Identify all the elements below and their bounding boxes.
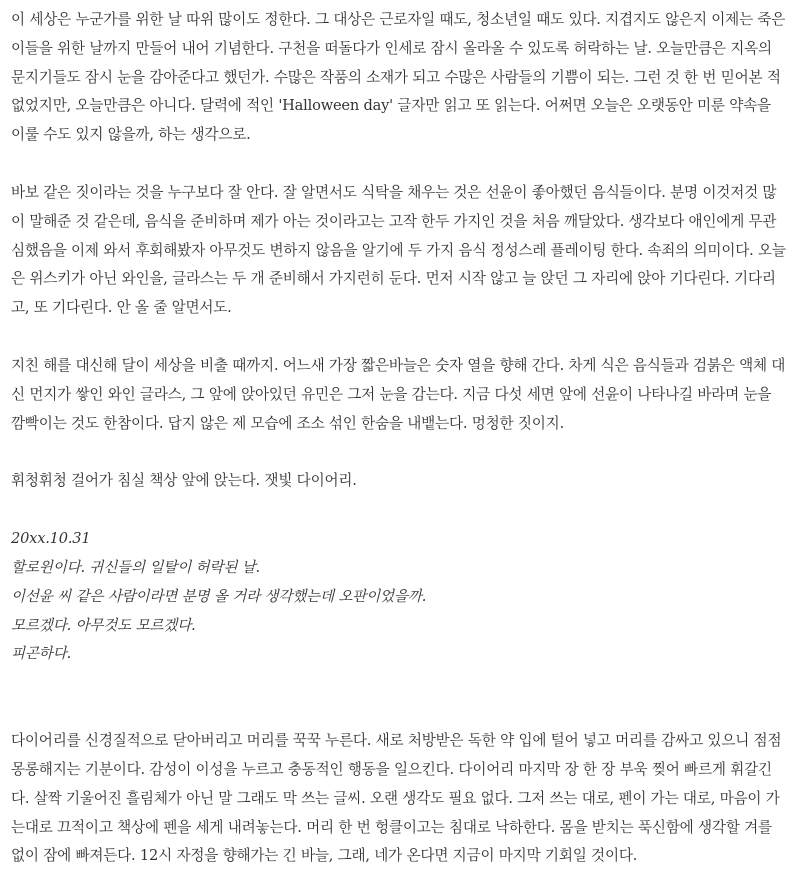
diary-line-3: 모르겠다. 아무것도 모르겠다. bbox=[11, 616, 196, 634]
diary-date: 20xx.10.31 bbox=[11, 530, 91, 548]
diary-entry bbox=[11, 525, 789, 669]
paragraph-spacer bbox=[11, 150, 789, 179]
diary-line-1: 할로윈이다. 귀신들의 일탈이 허락된 날. bbox=[11, 558, 260, 576]
paragraph-spacer bbox=[11, 669, 789, 727]
paragraph-spacer bbox=[11, 496, 789, 525]
story-paragraph-4: 휘청휘청 걸어가 침실 책상 앞에 앉는다. 잿빛 다이어리. bbox=[11, 472, 357, 490]
story-paragraph-1: 이 세상은 누군가를 위한 날 따위 많이도 정한다. 그 대상은 근로자일 때도, 청소년일 때도 있다. 지겹지도 않은지 이제는 죽은 이들을 위한 날까지 만들어 내어 기념한다. 구천을 떠돌다가 인세로 잠시 올라올 수 있도록 허락하는 날. 오늘만큼은 지옥의 문지기들도 잠시 눈을 감아준다고 했던가. 수많은 작품의 소재가 되고 수많은 사람들의 기쁨이 되는. 그런 것 한 번 믿어본 적 없었지만, 오늘만큼은 아니다. 달력에 적인 'Halloween day' 글자만 읽고 또 읽는다. 어쩌면 오늘은 오랫동안 미룬 약속을 이룰 수도 있지 않을까, 하는 생각으로. bbox=[11, 11, 786, 144]
story-paragraph-3: 지친 해를 대신해 달이 세상을 비출 때까지. 어느새 가장 짧은바늘은 숫자 열을 향해 간다. 차게 식은 음식들과 검붉은 액체 대신 먼지가 쌓인 와인 글라스, 그 앞에 앉아있던 유민은 그저 눈을 감는다. 지금 다섯 세면 앞에 선윤이 나타나길 바라며 눈을 깜빡이는 것도 한참이다. 답지 않은 제 모습에 조소 섞인 한숨을 내뱉는다. 멍청한 짓이지. bbox=[11, 356, 786, 432]
diary-line-4: 피곤하다. bbox=[11, 645, 72, 663]
paragraph-spacer bbox=[11, 323, 789, 352]
story-paragraph-5: 다이어리를 신경질적으로 닫아버리고 머리를 꾹꾹 누른다. 새로 처방받은 독한 약 입에 털어 넣고 머리를 감싸고 있으니 점점 몽롱해지는 기분이다. 감성이 이성을 누르고 충동적인 행동을 일으킨다. 다이어리 마지막 장 한 장 부욱 찢어 빠르게 휘갈긴다. 살짝 기울어진 흘림체가 아닌 말 그래도 막 쓰는 글씨. 오랜 생각도 필요 없다. 그저 쓰는 대로, 펜이 가는 대로, 마음이 가는대로 끄적이고 책상에 펜을 세게 내려놓는다. 머리 한 번 헝클이고는 침대로 낙하한다. 몸을 받치는 푹신함에 생각할 겨를 없이 잠에 빠져든다. 12시 자정을 향해가는 긴 바늘, 그래, 네가 온다면 지금이 마지막 기회일 것이다. bbox=[11, 732, 782, 865]
story-paragraph-2: 바보 같은 짓이라는 것을 누구보다 잘 안다. 잘 알면서도 식탁을 채우는 것은 선윤이 좋아했던 음식들이다. 분명 이것저것 많이 말해준 것 같은데, 음식을 준비하며 제가 아는 것이라고는 고작 한두 가지인 것을 처음 깨달았다. 생각보다 애인에게 무관심했음을 이제 와서 후회해봤자 아무것도 변하지 않음을 알기에 두 가지 음식 정성스레 플레이팅 한다. 속죄의 의미이다. 오늘은 위스키가 아닌 와인을, 글라스는 두 개 준비해서 가지런히 둔다. 먼저 시작 않고 늘 앉던 그 자리에 앉아 기다린다. 기다리고, 또 기다린다. 안 올 줄 알면서도. bbox=[11, 183, 786, 317]
paragraph-spacer bbox=[11, 438, 789, 467]
diary-line-2: 이선윤 씨 같은 사람이라면 분명 올 거라 생각했는데 오판이었을까. bbox=[11, 587, 427, 605]
